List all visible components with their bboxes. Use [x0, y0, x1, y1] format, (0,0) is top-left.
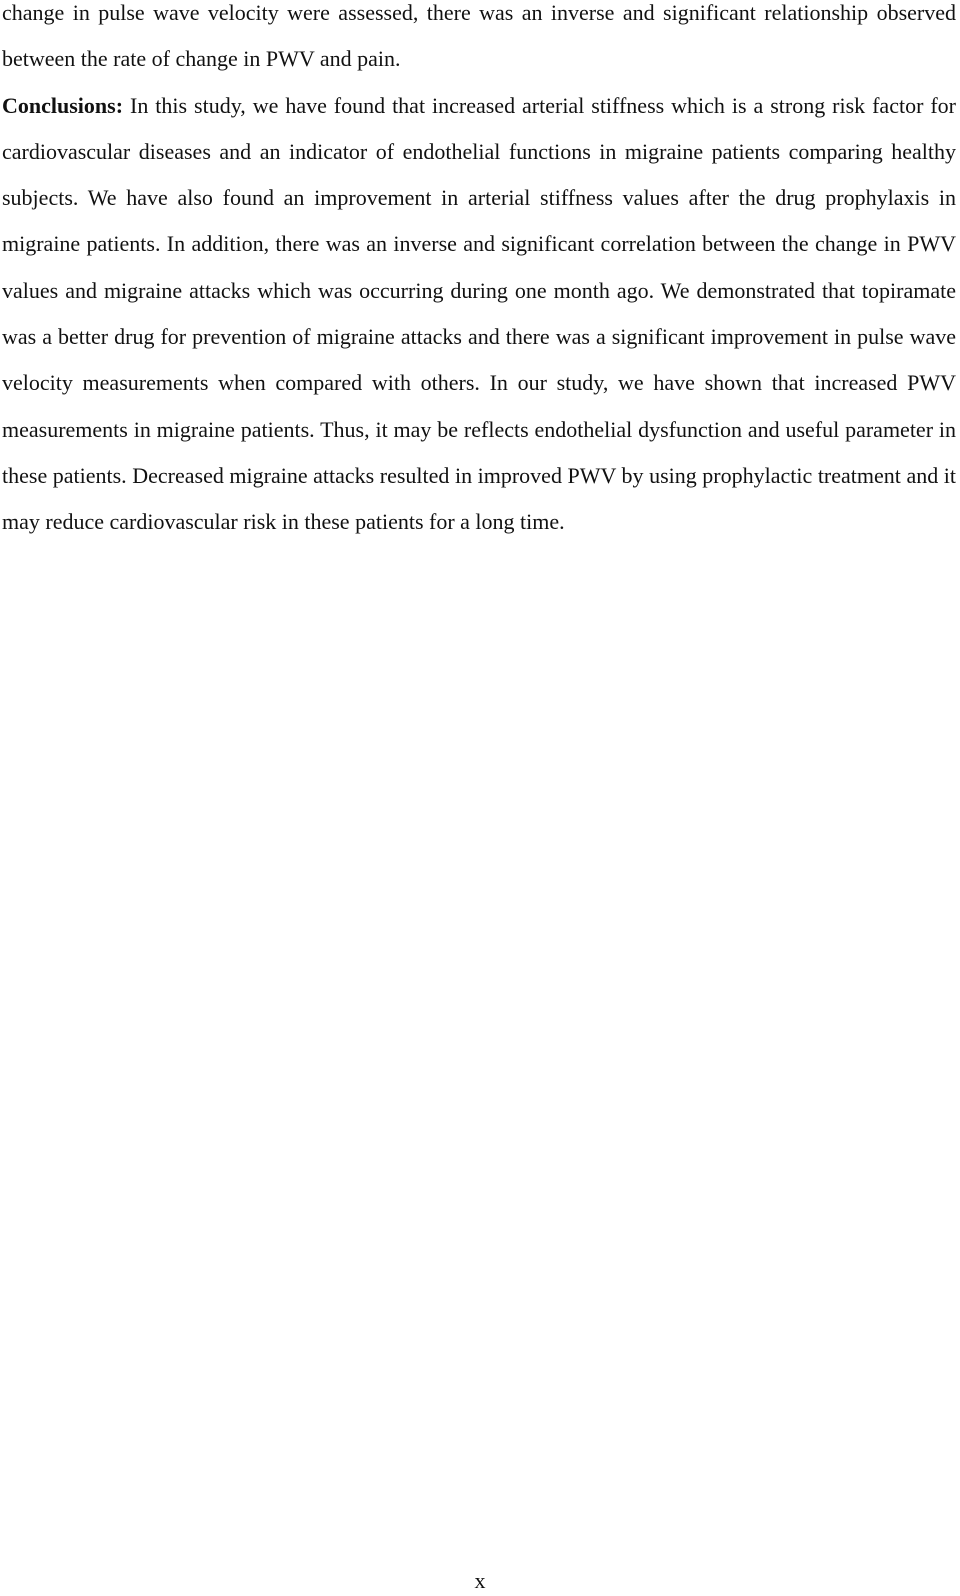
- conclusions-body: In this study, we have found that increased arterial stiffness which is a strong risk factor for cardiovascular diseases and an indicator of endothelial functions in migraine patients comparing healthy subjects. We have also found an improvement in arterial stiffness values after the drug prophylaxis in migraine patients. In addition, there was an inverse and significant correlation between the change in PWV values and migraine attacks which was occurring during one month ago. We demonstrated that topiramate was a better drug for prevention of migraine attacks and there was a significant improvement in pulse wave velocity measurements when compared with others. In our study, we have shown that increased PWV measurements in migraine patients. Thus, it may be reflects endothelial dysfunction and useful parameter in these patients. Decreased migraine attacks resulted in improved PWV by using prophylactic treatment and it may reduce cardiovascular risk in these patients for a long time.: [2, 92, 956, 535]
- continued-paragraph: change in pulse wave velocity were assessed, there was an inverse and significant relationship observed between the rate of change in PWV and pain.: [2, 0, 956, 72]
- page-number: x: [474, 1568, 486, 1593]
- abstract-text: [2, 0, 956, 546]
- conclusions-heading: Conclusions:: [2, 92, 124, 118]
- conclusions-paragraph: [2, 83, 956, 546]
